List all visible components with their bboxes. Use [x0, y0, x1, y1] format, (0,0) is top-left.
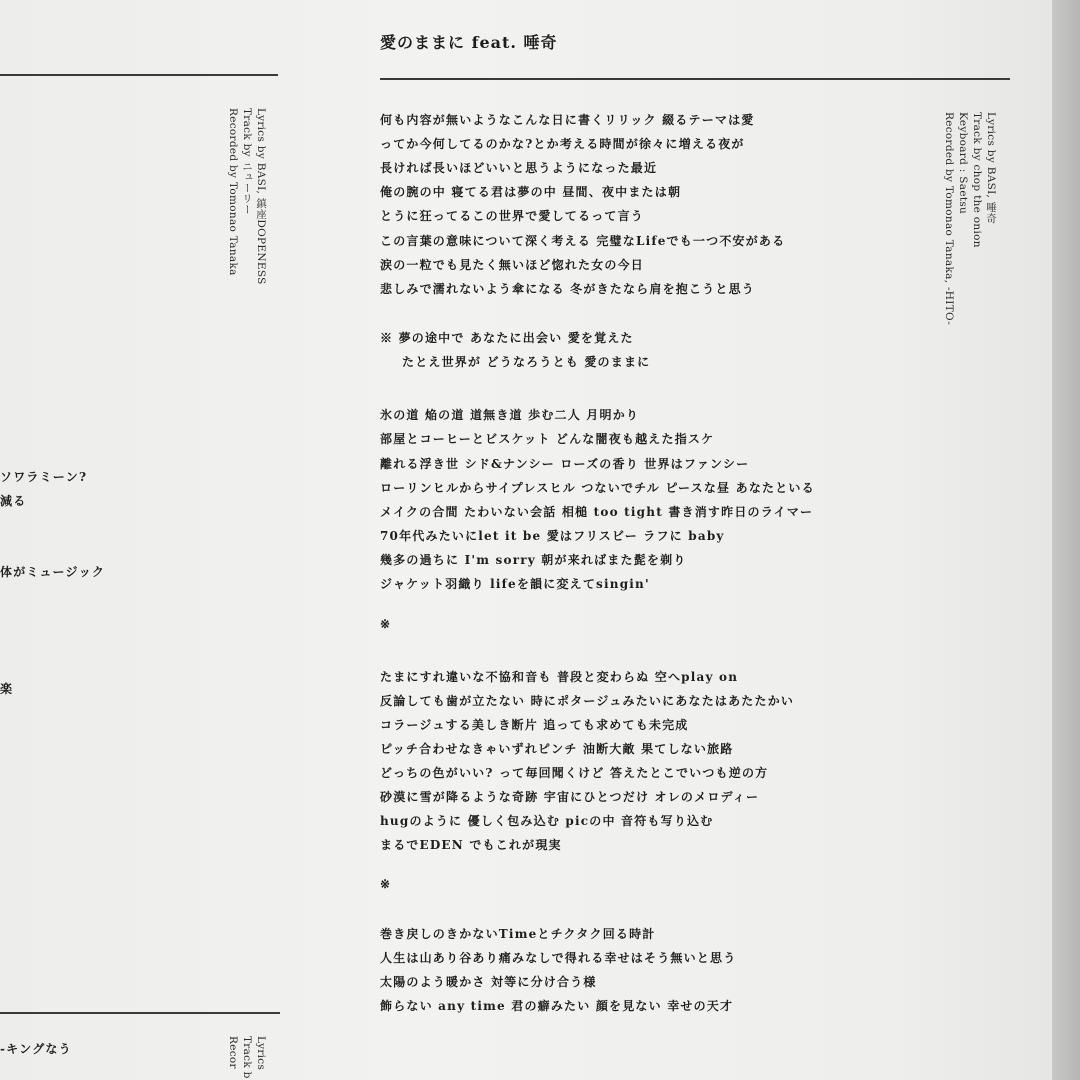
- left-lyric-fragment: ソワラミーン?: [0, 470, 88, 484]
- lyric-line: 俺の腕の中 寝てる君は夢の中 昼間、夜中または朝: [380, 185, 682, 199]
- lyric-line: ジャケット羽織り lifeを韻に変えてsingin': [380, 577, 650, 591]
- lyric-line: どっちの色がいい? って毎回聞くけど 答えたとこでいつも逆の方: [380, 766, 769, 780]
- lyric-line: 部屋とコーヒーとビスケット どんな闇夜も越えた指スケ: [380, 432, 715, 446]
- lyric-line: この言葉の意味について深く考える 完璧なLifeでも一つ不安がある: [380, 234, 786, 248]
- chorus-line: ※ 夢の途中で あなたに出会い 愛を覚えた: [380, 331, 634, 345]
- credit-lyrics: Lyrics by BASI, 鎮座DOPENESS: [255, 108, 267, 285]
- chorus-line: たとえ世界が どうなろうとも 愛のままに: [402, 355, 651, 369]
- page-edge: [1052, 0, 1080, 1080]
- song-title: 愛のままに feat. 唾奇: [380, 33, 558, 52]
- credit-recorded: Recorded by Tomonao Tanaka: [227, 108, 239, 276]
- lyric-line: 離れる浮き世 シド&ナンシー ローズの香り 世界はファンシー: [380, 457, 750, 471]
- lyric-line: とうに狂ってるこの世界で愛してるって言う: [380, 209, 645, 223]
- left-lyric-fragment: 減る: [0, 494, 27, 508]
- credit-recorded: Recorded by Tomonao Tanaka, -HITO-: [943, 112, 955, 326]
- lyric-line: ピッチ合わせなきゃいずれピンチ 油断大敵 果てしない旅路: [380, 742, 734, 756]
- lyric-line: ってか今何してるのかな?とか考える時間が徐々に増える夜が: [380, 137, 745, 151]
- top-left-rule: [0, 74, 278, 76]
- lyric-line: 人生は山あり谷あり痛みなしで得れる幸せはそう無いと思う: [380, 951, 737, 965]
- lyric-line: 長ければ長いほどいいと思うようになった最近: [380, 161, 658, 175]
- left-credits: [226, 108, 268, 285]
- credit-fragment: Lyrics: [255, 1036, 267, 1071]
- lyric-line: 砂漠に雪が降るような奇跡 宇宙にひとつだけ オレのメロディー: [380, 790, 760, 804]
- lyric-line: 何も内容が無いようなこんな日に書くリリック 綴るテーマは愛: [380, 113, 755, 127]
- bottom-left-credits: [226, 1036, 268, 1079]
- lyric-line: コラージュする美しき断片 追っても求めても未完成: [380, 718, 689, 732]
- lyric-line: 70年代みたいにlet it be 愛はフリスビー ラフに baby: [380, 529, 725, 543]
- credit-fragment: Track b: [241, 1036, 253, 1079]
- left-lyric-fragment: 楽: [0, 682, 14, 696]
- credit-track: Track by ニューリー: [241, 108, 253, 215]
- lyric-line: 悲しみで濡れないよう傘になる 冬がきたなら肩を抱こうと思う: [380, 282, 755, 296]
- credit-keyboard: Keyboard : Saetsu: [957, 112, 969, 215]
- lyric-line: ローリンヒルからサイプレスヒル つないでチル ピースな昼 あなたといる: [380, 481, 815, 495]
- bottom-left-rule: [0, 1012, 280, 1014]
- lyric-line: 氷の道 焔の道 道無き道 歩む二人 月明かり: [380, 408, 640, 422]
- chorus-marker: ※: [380, 877, 392, 891]
- lyric-line: たまにすれ違いな不協和音も 普段と変わらぬ 空へplay on: [380, 670, 739, 684]
- lyric-line: hugのように 優しく包み込む picの中 音符も写り込む: [380, 814, 714, 828]
- left-lyric-fragment: -キングなう: [0, 1042, 72, 1056]
- credit-track: Track by chop the onion: [971, 112, 983, 248]
- title-rule: [380, 78, 1010, 80]
- lyric-line: 反論しても歯が立たない 時にポタージュみたいにあなたはあたたかい: [380, 694, 795, 708]
- chorus-marker: ※: [380, 617, 392, 631]
- credit-fragment: Recor: [227, 1036, 239, 1069]
- lyric-line: 太陽のよう暖かさ 対等に分け合う様: [380, 975, 597, 989]
- credit-lyrics: Lyrics by BASI, 唾奇: [985, 112, 997, 224]
- left-lyric-fragment: 体がミュージック: [0, 565, 106, 579]
- lyric-line: 涙の一粒でも見たく無いほど惚れた女の今日: [380, 258, 645, 272]
- lyric-line: 幾多の過ちに I'm sorry 朝が来ればまた髭を剃り: [380, 553, 687, 567]
- lyric-line: 飾らない any time 君の癖みたい 顔を見ない 幸せの天才: [380, 999, 734, 1013]
- lyric-line: 巻き戻しのきかないTimeとチクタク回る時計: [380, 927, 656, 941]
- right-credits: [942, 112, 998, 325]
- lyric-line: メイクの合間 たわいない会話 相槌 too tight 書き消す昨日のライマー: [380, 505, 814, 519]
- lyric-line: まるでEDEN でもこれが現実: [380, 838, 562, 852]
